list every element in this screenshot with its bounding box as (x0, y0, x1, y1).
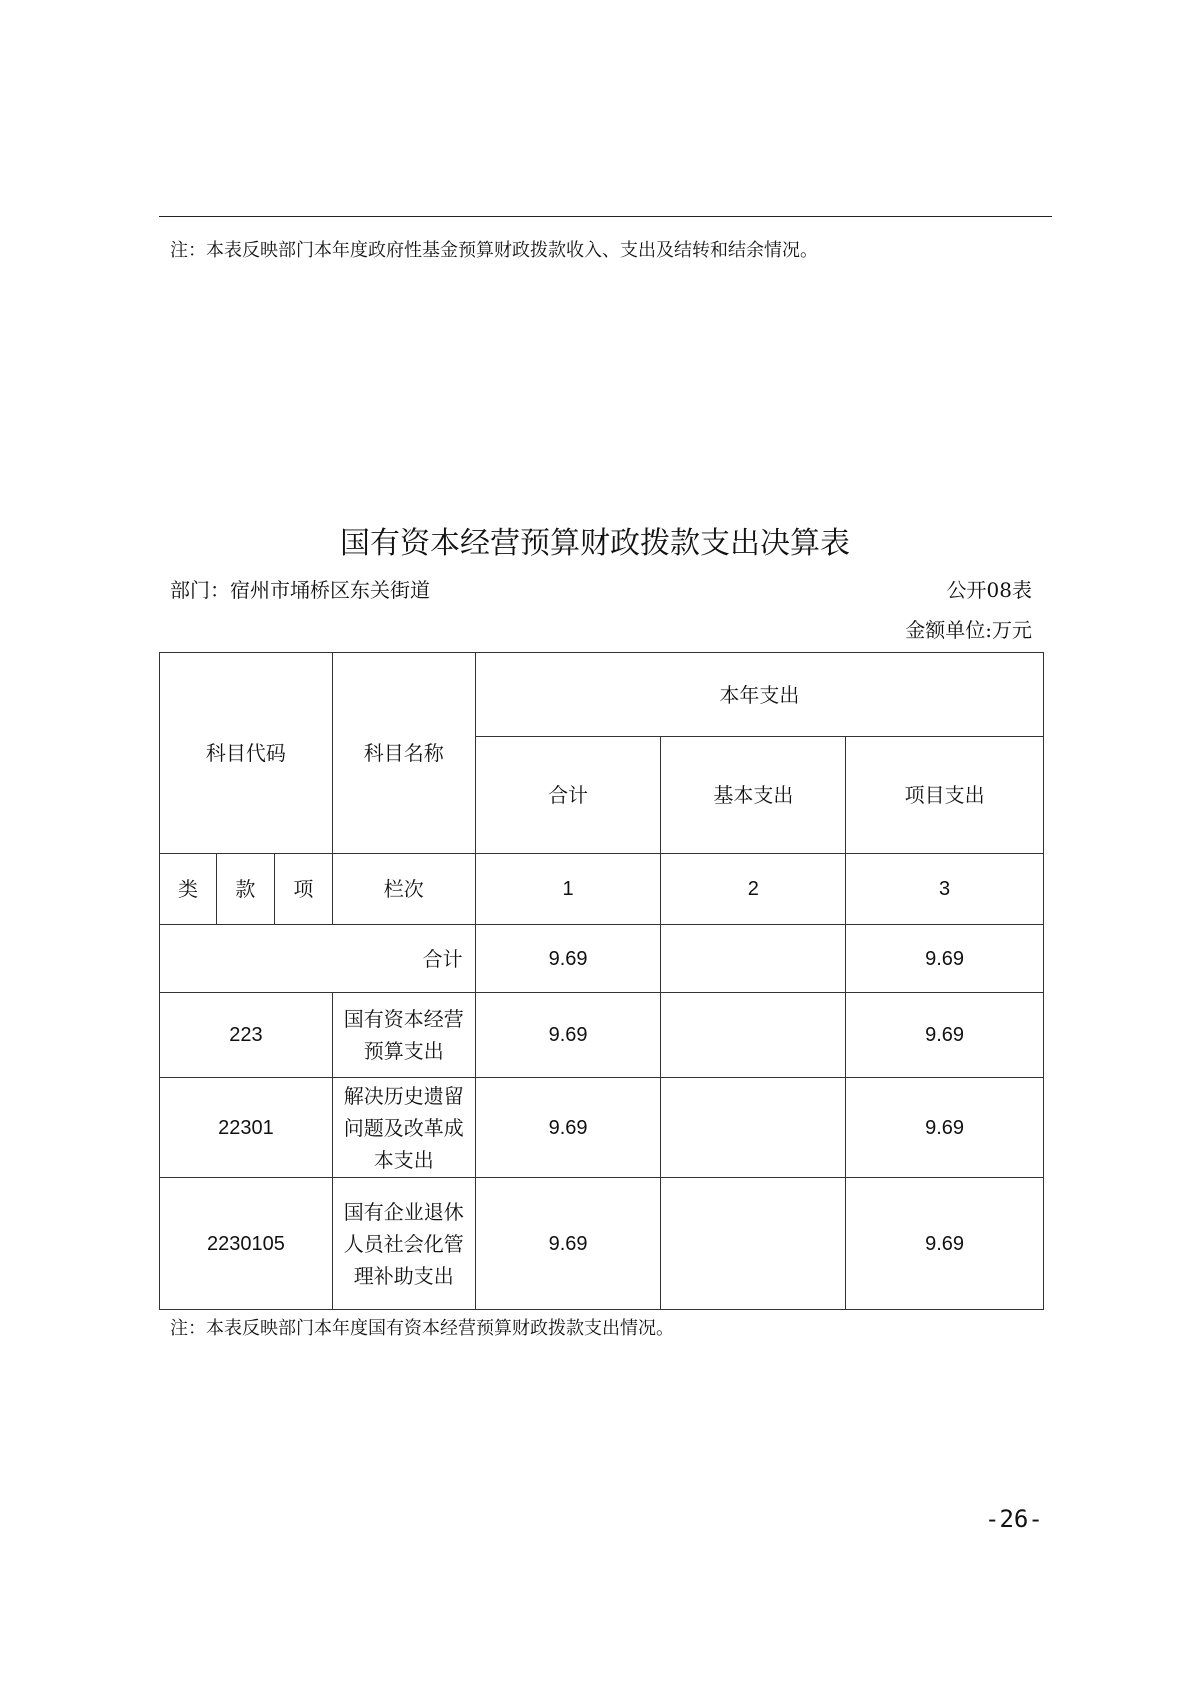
total-label: 合计 (160, 925, 476, 993)
table-row (160, 993, 1044, 1078)
table-number: 公开08表 (946, 578, 1032, 602)
department: 部门：宿州市埇桥区东关街道 (170, 578, 430, 602)
page-title: 国有资本经营预算财政拨款支出决算表 (340, 526, 850, 561)
header-basic: 基本支出 (661, 737, 846, 854)
row-code: 2230105 (160, 1178, 333, 1310)
row-total: 9.69 (475, 993, 661, 1078)
top-note: 注：本表反映部门本年度政府性基金预算财政拨款收入、支出及结转和结余情况。 (170, 240, 818, 261)
header-rule (159, 216, 1052, 217)
row-basic (661, 993, 846, 1078)
table-row (160, 1178, 1044, 1310)
total-project: 9.69 (846, 925, 1044, 993)
total-value: 9.69 (475, 925, 661, 993)
row-basic (661, 1078, 846, 1178)
expenditure-table (159, 652, 1044, 1310)
header-kuan: 款 (216, 854, 274, 925)
header-column: 栏次 (332, 854, 475, 925)
column-1: 1 (475, 854, 661, 925)
row-total: 9.69 (475, 1078, 661, 1178)
column-2: 2 (661, 854, 846, 925)
header-project: 项目支出 (846, 737, 1044, 854)
header-current-year: 本年支出 (475, 653, 1043, 737)
page-number: -26- (985, 1505, 1043, 1533)
column-3: 3 (846, 854, 1044, 925)
header-name: 科目名称 (332, 653, 475, 854)
row-basic (661, 1178, 846, 1310)
unit-label: 金额单位:万元 (905, 618, 1032, 642)
row-project: 9.69 (846, 1178, 1044, 1310)
bottom-note: 注：本表反映部门本年度国有资本经营预算财政拨款支出情况。 (170, 1318, 674, 1339)
row-name: 国有企业退休人员社会化管理补助支出 (332, 1178, 475, 1310)
total-row (160, 925, 1044, 993)
row-project: 9.69 (846, 993, 1044, 1078)
total-basic (661, 925, 846, 993)
row-code: 22301 (160, 1078, 333, 1178)
row-name: 国有资本经营预算支出 (332, 993, 475, 1078)
row-project: 9.69 (846, 1078, 1044, 1178)
row-total: 9.69 (475, 1178, 661, 1310)
table-row (160, 1078, 1044, 1178)
header-total: 合计 (475, 737, 661, 854)
header-lei: 类 (160, 854, 217, 925)
header-code: 科目代码 (160, 653, 333, 854)
header-xiang: 项 (274, 854, 332, 925)
row-code: 223 (160, 993, 333, 1078)
row-name: 解决历史遗留问题及改革成本支出 (332, 1078, 475, 1178)
